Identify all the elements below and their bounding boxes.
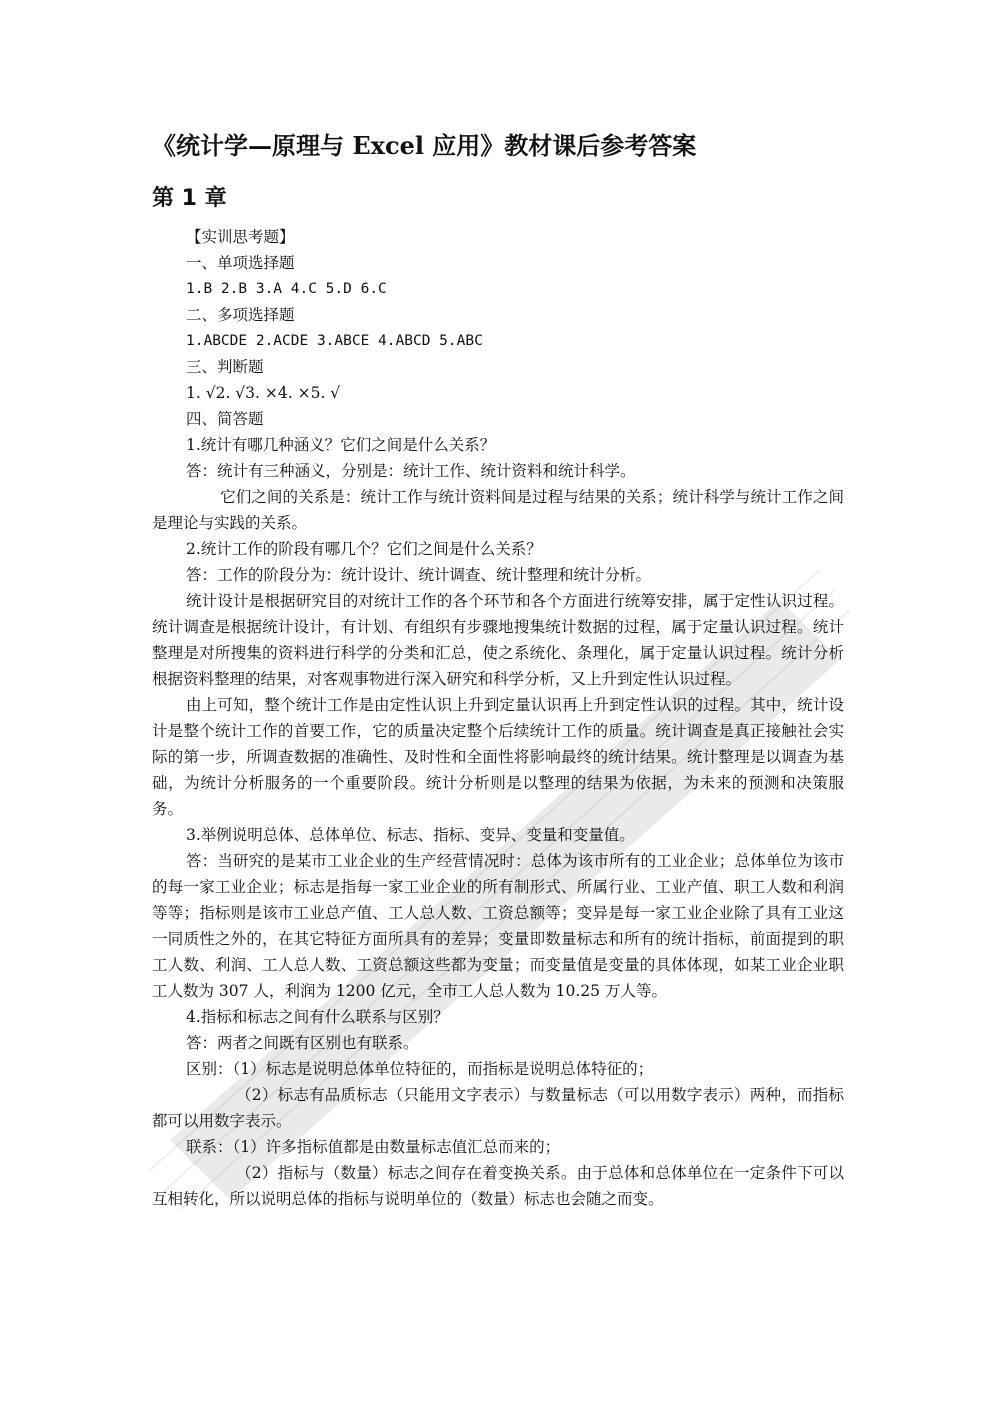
part3-answers: 1. √2. √3. ×4. ×5. √	[186, 384, 341, 402]
part4-heading: 四、简答题	[186, 410, 264, 428]
document-body	[152, 224, 844, 1212]
part2-heading: 二、多项选择题	[186, 306, 295, 324]
section-label: 【实训思考题】	[186, 228, 295, 246]
q4-difference-2: （2）标志有品质标志（只能用文字表示）与数量标志（可以用数字表示）两种，而指标都可以用数字表示。	[152, 1086, 844, 1130]
document-title: 《统计学—原理与 Excel 应用》教材课后参考答案	[152, 131, 697, 160]
part1-heading: 一、单项选择题	[186, 254, 295, 272]
q2-answer-c: 由上可知，整个统计工作是由定性认识上升到定量认识再上升到定性认识的过程。其中，统计设计是整个统计工作的首要工作，它的质量决定整个后续统计工作的质量。统计调查是真正接触社会实际的第一步，所调查数据的准确性、及时性和全面性将影响最终的统计结果。统计整理是以调查为基础，为统计分析服务的一个重要阶段。统计分析则是以整理的结果为依据，为未来的预测和决策服务。	[152, 696, 844, 818]
q3-question: 3.举例说明总体、总体单位、标志、指标、变异、变量和变量值。	[186, 826, 635, 844]
q4-question: 4.指标和标志之间有什么联系与区别？	[186, 1008, 449, 1026]
q1-question: 1.统计有哪几种涵义？它们之间是什么关系？	[186, 436, 496, 454]
q4-relation-2: （2）指标与（数量）标志之间存在着变换关系。由于总体和总体单位在一定条件下可以互相转化，所以说明总体的指标与说明单位的（数量）标志也会随之而变。	[152, 1164, 844, 1208]
q2-answer-a: 答：工作的阶段分为：统计设计、统计调查、统计整理和统计分析。	[186, 566, 652, 584]
q1-answer-b-wrapper	[152, 484, 844, 536]
part1-answers: 1.B 2.B 3.A 4.C 5.D 6.C	[186, 281, 387, 297]
part3-heading: 三、判断题	[186, 358, 264, 376]
part2-answers: 1.ABCDE 2.ACDE 3.ABCE 4.ABCD 5.ABC	[186, 333, 483, 349]
q1-answer-b: 它们之间的关系是：统计工作与统计资料间是过程与结果的关系；统计科学与统计工作之间是理论与实践的关系。	[152, 488, 844, 532]
q4-answer-a: 答：两者之间既有区别也有联系。	[186, 1034, 419, 1052]
q2-answer-b: 统计设计是根据研究目的对统计工作的各个环节和各个方面进行统筹安排，属于定性认识过程。统计调查是根据统计设计，有计划、有组织有步骤地搜集统计数据的过程，属于定量认识过程。统计整理是对所搜集的资料进行科学的分类和汇总，使之系统化、条理化，属于定量认识过程。统计分析根据资料整理的结果，对客观事物进行深入研究和科学分析，又上升到定性认识过程。	[152, 592, 844, 688]
q3-answer: 答：当研究的是某市工业企业的生产经营情况时：总体为该市所有的工业企业；总体单位为该市的每一家工业企业；标志是指每一家工业企业的所有制形式、所属行业、工业产值、职工人数和利润等等；指标则是该市工业总产值、工人总人数、工资总额等；变异是每一家工业企业除了具有工业这一同质性之外的，在其它特征方面所具有的差异；变量即数量标志和所有的统计指标，前面提到的职工人数、利润、工人总人数、工资总额这些都为变量；而变量值是变量的具体体现，如某工业企业职工人数为 307 人，利润为 1200 亿元，全市工人总人数为 10.25 万人等。	[152, 852, 844, 1000]
q2-question: 2.统计工作的阶段有哪几个？它们之间是什么关系？	[186, 540, 542, 558]
q4-difference-1: 区别：（1）标志是说明总体单位特征的，而指标是说明总体特征的；	[186, 1060, 654, 1078]
q1-answer-a: 答：统计有三种涵义，分别是：统计工作、统计资料和统计科学。	[186, 462, 636, 480]
chapter-heading: 第 1 章	[152, 186, 227, 211]
q4-relation-1: 联系：（1）许多指标值都是由数量标志值汇总而来的；	[186, 1138, 561, 1156]
